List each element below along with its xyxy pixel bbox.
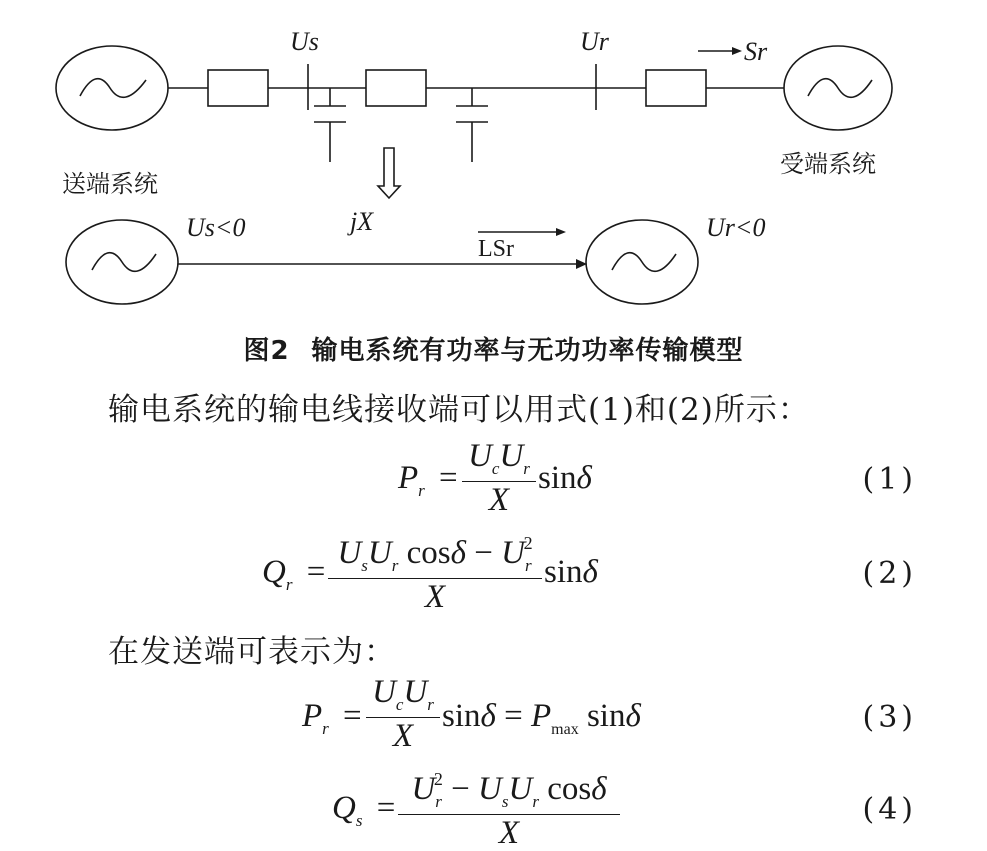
paragraph-2: 在发送端可表示为： xyxy=(108,634,396,670)
arrowhead-icon xyxy=(556,228,566,236)
equation-number-4: (4) xyxy=(862,792,917,827)
receiving-system-label: 受端系统 xyxy=(780,150,876,178)
ur-label: Ur xyxy=(580,27,609,56)
sine-wave-icon xyxy=(808,79,872,98)
equation-1: $P_r$ = $U_cU_r$ X sinδ (1) xyxy=(398,438,917,518)
shunt-capacitor-1 xyxy=(314,88,346,162)
equation-2: $Q_r$ = $U_sU_r$ $\cos\delta - U_r^2$ X sinδ (2) xyxy=(262,533,917,615)
ur-angle-label: Ur<0 xyxy=(706,213,766,242)
us-angle-label: Us<0 xyxy=(186,213,246,242)
figure-caption xyxy=(0,330,987,367)
caption-text: 输电系统有功率与无功功率传输模型 xyxy=(311,336,744,366)
caption-number: 图2 xyxy=(243,336,290,366)
transmission-model-figure xyxy=(0,0,987,330)
down-arrow-icon xyxy=(378,148,400,198)
paragraph-1: 输电系统的输电线接收端可以用式(1)和(2)所示： xyxy=(108,392,810,428)
sine-wave-icon xyxy=(612,253,676,272)
arrowhead-icon xyxy=(732,47,742,55)
us-label: Us xyxy=(290,27,319,56)
sending-source-circle xyxy=(56,46,168,130)
sending-system-label: 送端系统 xyxy=(62,170,158,198)
impedance-box-3 xyxy=(646,70,706,106)
equation-number-1: (1) xyxy=(862,462,917,497)
sr-label: Sr xyxy=(744,37,768,66)
shunt-capacitor-2 xyxy=(456,88,488,162)
lsr-label: LSr xyxy=(478,236,514,262)
impedance-box-2 xyxy=(366,70,426,106)
jx-label: jX xyxy=(350,207,374,236)
equation-3: $P_r$ = $U_cU_r$ X $\sin\delta = P_{max}$ sinδ (3) xyxy=(302,674,917,754)
sine-wave-icon xyxy=(80,79,146,98)
equation-number-2: (2) xyxy=(862,556,917,591)
equation-4: $Q_s$ = $U_r^2 - U_sU_r$ cosδ X (4) xyxy=(332,769,917,851)
sine-wave-icon xyxy=(92,253,156,272)
equation-number-3: (3) xyxy=(862,700,917,735)
impedance-box-1 xyxy=(208,70,268,106)
